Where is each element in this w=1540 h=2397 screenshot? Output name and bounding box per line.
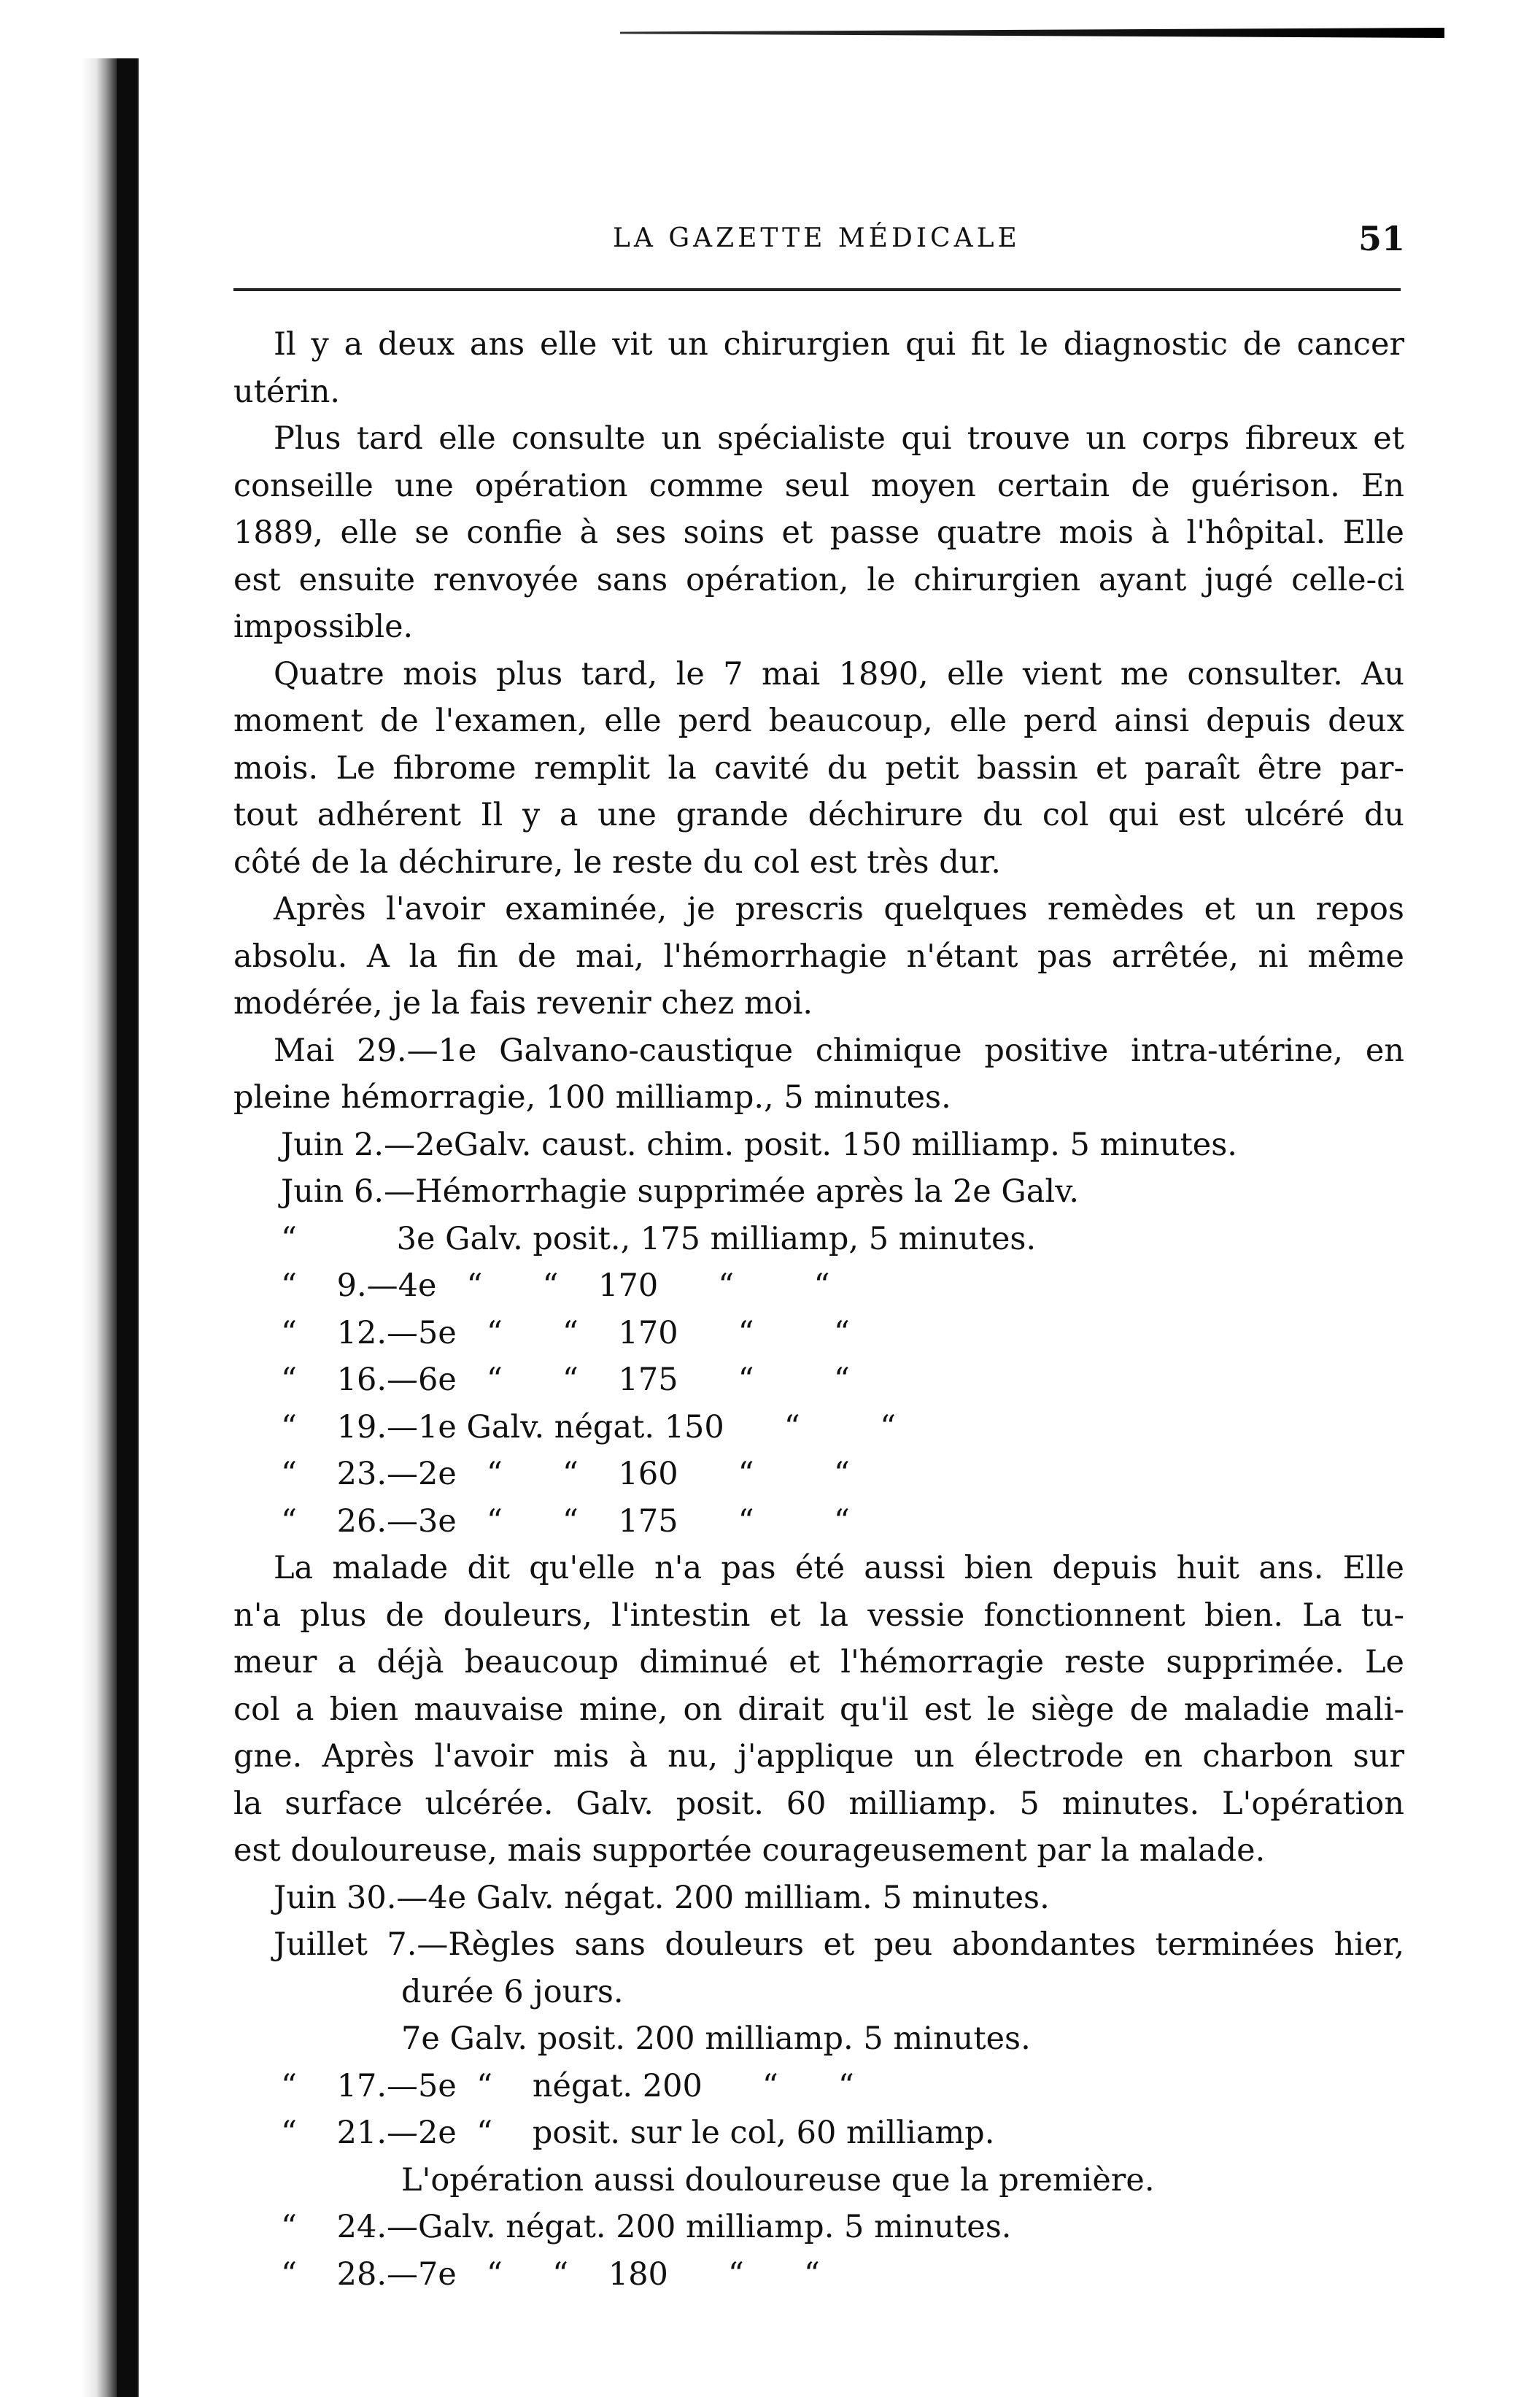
text-line: moment de l'examen, elle perd beaucoup, elle perd ainsi depuis deux <box>233 703 1404 739</box>
text-line: “ 16.—6e “ “ 175 “ “ <box>281 1362 850 1398</box>
text-line: La malade dit qu'elle n'a pas été aussi bien depuis huit ans. Elle <box>274 1550 1404 1586</box>
text-line: “ 3e Galv. posit., 175 milliamp, 5 minutes. <box>281 1220 1037 1257</box>
top-edge-rule <box>620 28 1444 38</box>
text-line: “ 23.—2e “ “ 160 “ “ <box>281 1456 850 1492</box>
text-line: “ 26.—3e “ “ 175 “ “ <box>281 1502 850 1540</box>
text-line: est douloureuse, mais supportée courageusement par la malade. <box>233 1832 1266 1869</box>
text-line: col a bien mauvaise mine, on dirait qu'il est le siège de maladie mali- <box>233 1691 1404 1728</box>
text-line: L'opération aussi douloureuse que la première. <box>401 2161 1155 2199</box>
book-binding-edge <box>117 58 137 2397</box>
text-line: “ 17.—5e “ négat. 200 “ “ <box>281 2067 854 2104</box>
text-line: meur a déjà beaucoup diminué et l'hémorragie reste supprimée. Le <box>233 1644 1404 1680</box>
text-line: impossible. <box>233 609 414 645</box>
text-line: Juin 2.—2eGalv. caust. chim. posit. 150 milliamp. 5 minutes. <box>281 1126 1237 1163</box>
text-line: Après l'avoir examinée, je prescris quelques remèdes et un repos <box>274 891 1404 927</box>
running-title: LA GAZETTE MÉDICALE <box>613 223 1021 253</box>
text-line: n'a plus de douleurs, l'intestin et la vessie fonctionnent bien. La tu- <box>233 1597 1404 1634</box>
text-line: “ 24.—Galv. négat. 200 milliamp. 5 minutes. <box>281 2209 1012 2245</box>
text-line: Plus tard elle consulte un spécialiste qui trouve un corps fibreux et <box>274 420 1404 457</box>
header-rule <box>233 288 1401 291</box>
text-line: Juillet 7.—Règles sans douleurs et peu abondantes terminées hier, <box>274 1926 1404 1963</box>
text-line: Juin 30.—4e Galv. négat. 200 milliam. 5 minutes. <box>274 1879 1050 1916</box>
text-line: gne. Après l'avoir mis à nu, j'applique un électrode en charbon sur <box>233 1738 1404 1775</box>
text-line: “ 21.—2e “ posit. sur le col, 60 milliamp. <box>281 2115 995 2151</box>
text-line: Il y a deux ans elle vit un chirurgien qui fit le diagnostic de cancer <box>274 326 1404 363</box>
page-header <box>233 219 1408 263</box>
text-line: “ 9.—4e “ “ 170 “ “ <box>281 1267 830 1304</box>
text-line: conseille une opération comme seul moyen certain de guérison. En <box>233 467 1404 504</box>
text-line: absolu. A la fin de mai, l'hémorrhagie n'étant pas arrêtée, ni même <box>233 938 1404 975</box>
body-text <box>233 321 1404 2298</box>
text-line: la surface ulcérée. Galv. posit. 60 milliamp. 5 minutes. L'opération <box>233 1785 1404 1822</box>
text-line: tout adhérent Il y a une grande déchirure du col qui est ulcéré du <box>233 797 1404 833</box>
text-line: durée 6 jours. <box>401 1973 624 2010</box>
text-line: utérin. <box>233 373 341 410</box>
text-line: est ensuite renvoyée sans opération, le chirurgien ayant jugé celle-ci <box>233 561 1404 598</box>
text-line: 1889, elle se confie à ses soins et passe quatre mois à l'hôpital. Elle <box>233 514 1404 551</box>
text-line: côté de la déchirure, le reste du col est très dur. <box>233 844 1001 881</box>
text-line: “ 19.—1e Galv. négat. 150 “ “ <box>281 1408 897 1445</box>
text-line: “ 28.—7e “ “ 180 “ “ <box>281 2255 820 2293</box>
text-line: modérée, je la fais revenir chez moi. <box>233 985 813 1022</box>
text-line: Mai 29.—1e Galvano-caustique chimique positive intra-utérine, en <box>274 1032 1404 1069</box>
text-line: mois. Le fibrome remplit la cavité du petit bassin et paraît être par- <box>233 749 1404 787</box>
text-line: Juin 6.—Hémorrhagie supprimée après la 2e Galv. <box>281 1173 1080 1210</box>
text-line: pleine hémorragie, 100 milliamp., 5 minutes. <box>233 1079 951 1116</box>
text-line: “ 12.—5e “ “ 170 “ “ <box>281 1314 850 1351</box>
text-line: 7e Galv. posit. 200 milliamp. 5 minutes. <box>401 2020 1031 2057</box>
page-number: 51 <box>1358 219 1405 258</box>
text-line: Quatre mois plus tard, le 7 mai 1890, elle vient me consulter. Au <box>274 655 1404 692</box>
